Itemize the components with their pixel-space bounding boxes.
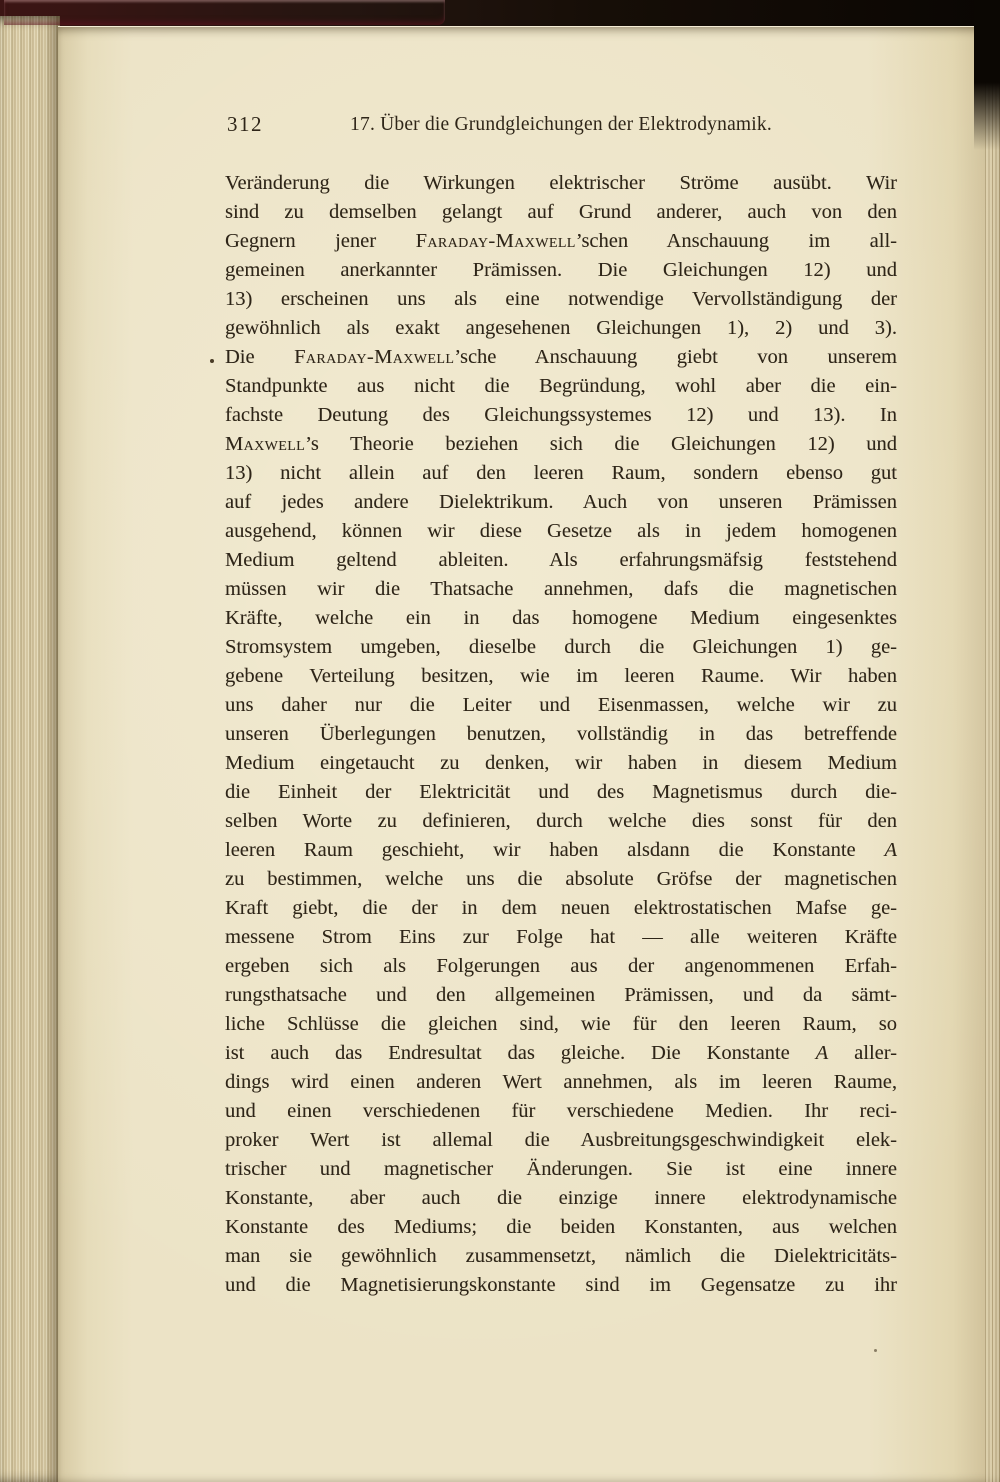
text-line: Gegnern jener Faraday-Maxwell’schen Anschauung im all-: [225, 230, 897, 252]
text-line: Die Faraday-Maxwell’sche Anschauung giebt von unserem: [225, 346, 897, 368]
text-line: Veränderung die Wirkungen elektrischer Ströme ausübt. Wir: [225, 172, 897, 194]
text-line: selben Worte zu definieren, durch welche dies sonst für den: [225, 810, 897, 832]
paper-speck: [210, 359, 214, 363]
text-line: uns daher nur die Leiter und Eisenmassen, welche wir zu: [225, 694, 897, 716]
text-line: ergeben sich als Folgerungen aus der angenommenen Erfah-: [225, 955, 897, 977]
chapter-title: 17. Über die Grundgleichungen der Elektrodynamik.: [350, 114, 772, 135]
text-line: und einen verschiedenen für verschiedene Medien. Ihr reci-: [225, 1100, 897, 1122]
text-line: rungsthatsache und den allgemeinen Prämissen, und da sämt-: [225, 984, 897, 1006]
text-line: 13) erscheinen uns als eine notwendige Vervollständigung der: [225, 288, 897, 310]
text-line: trischer und magnetischer Änderungen. Sie ist eine innere: [225, 1158, 897, 1180]
text-line: ausgehend, können wir diese Gesetze als in jedem homogenen: [225, 520, 897, 542]
running-head: [225, 111, 897, 145]
text-line: messene Strom Eins zur Folge hat — alle weiteren Kräfte: [225, 926, 897, 948]
book-page: [58, 26, 1000, 1482]
text-line: gewöhnlich als exakt angesehenen Gleichungen 1), 2) und 3).: [225, 317, 897, 339]
text-line: dings wird einen anderen Wert annehmen, als im leeren Raume,: [225, 1071, 897, 1093]
text-line: Kräfte, welche ein in das homogene Medium eingesenktes: [225, 607, 897, 629]
background-top-right: [974, 0, 1000, 150]
text-line: liche Schlüsse die gleichen sind, wie für den leeren Raum, so: [225, 1013, 897, 1035]
page-stack-edges: [0, 16, 60, 1482]
text-line: ist auch das Endresultat das gleiche. Die Konstante A aller-: [225, 1042, 897, 1064]
text-line: unseren Überlegungen benutzen, vollständig in das betreffende: [225, 723, 897, 745]
text-line: gemeinen anerkannter Prämissen. Die Gleichungen 12) und: [225, 259, 897, 281]
page-number: 312: [227, 112, 263, 136]
text-line: und die Magnetisierungskonstante sind im Gegensatze zu ihr: [225, 1274, 897, 1296]
body-text: [225, 169, 897, 1300]
text-line: auf jedes andere Dielektrikum. Auch von unseren Prämissen: [225, 491, 897, 513]
text-line: zu bestimmen, welche uns die absolute Gröfse der magnetischen: [225, 868, 897, 890]
text-line: Medium eingetaucht zu denken, wir haben in diesem Medium: [225, 752, 897, 774]
text-line: Standpunkte aus nicht die Begründung, wohl aber die ein-: [225, 375, 897, 397]
text-line: Konstante, aber auch die einzige innere elektrodynamische: [225, 1187, 897, 1209]
text-line: Medium geltend ableiten. Als erfahrungsmäfsig feststehend: [225, 549, 897, 571]
text-line: müssen wir die Thatsache annehmen, dafs die magnetischen: [225, 578, 897, 600]
text-line: Maxwell’s Theorie beziehen sich die Gleichungen 12) und: [225, 433, 897, 455]
text-line: leeren Raum geschieht, wir haben alsdann die Konstante A: [225, 839, 897, 861]
text-line: sind zu demselben gelangt auf Grund anderer, auch von den: [225, 201, 897, 223]
paper-speck: [874, 1349, 877, 1352]
text-line: fachste Deutung des Gleichungssystemes 12) und 13). In: [225, 404, 897, 426]
text-line: proker Wert ist allemal die Ausbreitungsgeschwindigkeit elek-: [225, 1129, 897, 1151]
text-line: man sie gewöhnlich zusammensetzt, nämlich die Dielektricitäts-: [225, 1245, 897, 1267]
text-line: Kraft giebt, die der in dem neuen elektrostatischen Mafse ge-: [225, 897, 897, 919]
text-line: Stromsystem umgeben, dieselbe durch die Gleichungen 1) ge-: [225, 636, 897, 658]
text-line: gebene Verteilung besitzen, wie im leeren Raume. Wir haben: [225, 665, 897, 687]
page-content: [225, 111, 897, 1300]
book-cover-edge: [4, 0, 445, 25]
text-line: 13) nicht allein auf den leeren Raum, sondern ebenso gut: [225, 462, 897, 484]
text-line: Konstante des Mediums; die beiden Konstanten, aus welchen: [225, 1216, 897, 1238]
text-line: die Einheit der Elektricität und des Magnetismus durch die-: [225, 781, 897, 803]
page-edge-right: [985, 27, 1000, 1482]
